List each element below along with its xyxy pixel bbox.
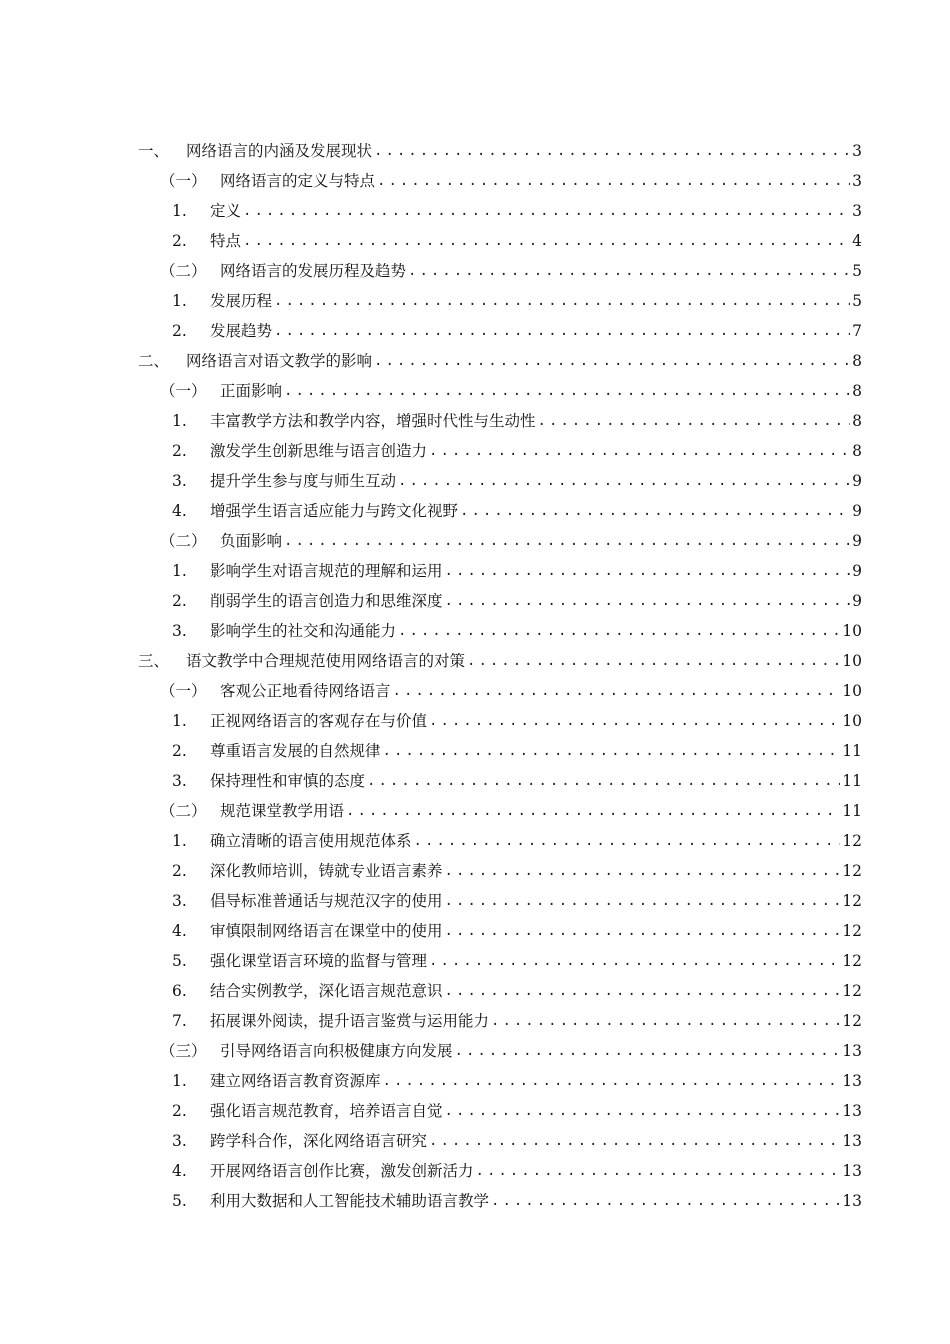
toc-entry-title: 影响学生对语言规范的理解和运用 (210, 562, 443, 580)
toc-entry-title: 负面影响 (220, 532, 283, 550)
toc-entry-title: 建立网络语言教育资源库 (210, 1072, 381, 1090)
toc-entry-number: 4. (172, 1162, 187, 1180)
toc-entry-number: 2. (172, 742, 187, 760)
toc-entry-title: 发展历程 (210, 292, 273, 310)
toc-dot-leader (460, 496, 850, 526)
toc-entry-level-3[interactable] (172, 1096, 862, 1126)
toc-dot-leader (243, 226, 850, 256)
toc-entry-number: 6. (172, 982, 187, 1000)
toc-dot-leader (374, 136, 850, 166)
toc-dot-leader (377, 166, 850, 196)
toc-entry-page-number: 3 (852, 142, 862, 160)
toc-entry-level-3[interactable] (172, 286, 862, 316)
toc-entry-title: 客观公正地看待网络语言 (220, 682, 391, 700)
toc-entry-number: 2. (172, 442, 187, 460)
toc-dot-leader (367, 766, 840, 796)
toc-entry-title: 利用大数据和人工智能技术辅助语言教学 (210, 1192, 490, 1210)
toc-entry-number: 1. (172, 832, 187, 850)
toc-dot-leader (455, 1036, 841, 1066)
toc-entry-number: 2. (172, 322, 187, 340)
toc-entry-page-number: 11 (842, 772, 862, 790)
toc-entry-number: 二、 (138, 352, 170, 370)
toc-entry-page-number: 11 (842, 742, 862, 760)
toc-entry-level-3[interactable] (172, 856, 862, 886)
toc-entry-number: 4. (172, 922, 187, 940)
toc-entry-number: 5. (172, 1192, 187, 1210)
toc-entry-title: 引导网络语言向积极健康方向发展 (220, 1042, 453, 1060)
toc-entry-number: 3. (172, 892, 187, 910)
toc-entry-page-number: 9 (852, 592, 862, 610)
toc-entry-number: （一） (160, 682, 207, 700)
toc-entry-number: 1. (172, 1072, 187, 1090)
toc-entry-number: 7. (172, 1012, 187, 1030)
toc-entry-level-3[interactable] (172, 886, 862, 916)
toc-entry-title: 增强学生语言适应能力与跨文化视野 (210, 502, 459, 520)
toc-entry-page-number: 13 (842, 1102, 862, 1120)
toc-entry-title: 网络语言的内涵及发展现状 (186, 142, 373, 160)
toc-entry-page-number: 5 (852, 292, 862, 310)
toc-entry-level-3[interactable] (172, 1156, 862, 1186)
toc-entry-level-3[interactable] (172, 586, 862, 616)
toc-entry-level-2[interactable] (160, 166, 862, 196)
toc-entry-title: 网络语言对语文教学的影响 (186, 352, 373, 370)
toc-entry-page-number: 13 (842, 1132, 862, 1150)
toc-entry-number: （三） (160, 1042, 207, 1060)
toc-entry-title: 强化语言规范教育，培养语言自觉 (210, 1102, 443, 1120)
toc-entry-page-number: 13 (842, 1072, 862, 1090)
toc-entry-page-number: 4 (852, 232, 862, 250)
toc-dot-leader (284, 376, 850, 406)
toc-dot-leader (274, 286, 850, 316)
toc-entry-number: 1. (172, 292, 187, 310)
toc-dot-leader (284, 526, 850, 556)
toc-entry-page-number: 13 (842, 1042, 862, 1060)
toc-entry-number: 1. (172, 562, 187, 580)
toc-dot-leader (445, 916, 841, 946)
toc-entry-page-number: 13 (842, 1192, 862, 1210)
toc-entry-title: 网络语言的定义与特点 (220, 172, 376, 190)
toc-entry-level-3[interactable] (172, 406, 862, 436)
toc-entry-title: 削弱学生的语言创造力和思维深度 (210, 592, 443, 610)
toc-dot-leader (467, 646, 840, 676)
toc-entry-level-2[interactable] (160, 1036, 862, 1066)
toc-entry-level-3[interactable] (172, 196, 862, 226)
toc-entry-page-number: 11 (842, 802, 862, 820)
toc-dot-leader (398, 466, 850, 496)
toc-entry-page-number: 9 (852, 532, 862, 550)
toc-dot-leader (491, 1006, 840, 1036)
toc-entry-number: （一） (160, 382, 207, 400)
toc-entry-level-3[interactable] (172, 1066, 862, 1096)
toc-entry-title: 发展趋势 (210, 322, 273, 340)
toc-entry-number: 2. (172, 592, 187, 610)
toc-entry-level-3[interactable] (172, 556, 862, 586)
toc-entry-level-3[interactable] (172, 226, 862, 256)
toc-entry-page-number: 12 (842, 922, 862, 940)
toc-entry-page-number: 8 (852, 352, 862, 370)
toc-entry-title: 跨学科合作，深化网络语言研究 (210, 1132, 428, 1150)
toc-entry-page-number: 9 (852, 472, 862, 490)
toc-entry-page-number: 3 (852, 172, 862, 190)
toc-entry-level-2[interactable] (160, 526, 862, 556)
toc-entry-level-3[interactable] (172, 706, 862, 736)
toc-entry-number: 3. (172, 472, 187, 490)
toc-entry-page-number: 3 (852, 202, 862, 220)
toc-entry-page-number: 9 (852, 502, 862, 520)
toc-dot-leader (408, 256, 850, 286)
toc-dot-leader (374, 346, 850, 376)
toc-entry-page-number: 10 (842, 622, 862, 640)
toc-entry-level-3[interactable] (172, 1006, 862, 1036)
toc-entry-title: 倡导标准普通话与规范汉字的使用 (210, 892, 443, 910)
toc-entry-number: （一） (160, 172, 207, 190)
toc-entry-page-number: 12 (842, 982, 862, 1000)
toc-entry-number: （二） (160, 532, 207, 550)
toc-entry-number: 3. (172, 622, 187, 640)
toc-dot-leader (445, 1096, 841, 1126)
toc-entry-title: 定义 (210, 202, 242, 220)
toc-dot-leader (383, 736, 841, 766)
toc-entry-level-2[interactable] (160, 376, 862, 406)
toc-entry-level-3[interactable] (172, 316, 862, 346)
toc-dot-leader (445, 586, 850, 616)
toc-entry-level-3[interactable] (172, 946, 862, 976)
toc-entry-title: 规范课堂教学用语 (220, 802, 345, 820)
toc-entry-title: 激发学生创新思维与语言创造力 (210, 442, 428, 460)
toc-entry-number: 5. (172, 952, 187, 970)
toc-entry-title: 正面影响 (220, 382, 283, 400)
toc-entry-title: 正视网络语言的客观存在与价值 (210, 712, 428, 730)
toc-entry-level-3[interactable] (172, 436, 862, 466)
toc-entry-title: 深化教师培训，铸就专业语言素养 (210, 862, 443, 880)
toc-entry-title: 开展网络语言创作比赛，激发创新活力 (210, 1162, 474, 1180)
toc-dot-leader (274, 316, 850, 346)
toc-dot-leader (346, 796, 840, 826)
toc-entry-title: 尊重语言发展的自然规律 (210, 742, 381, 760)
toc-entry-title: 强化课堂语言环境的监督与管理 (210, 952, 428, 970)
toc-entry-title: 提升学生参与度与师生互动 (210, 472, 397, 490)
toc-entry-level-1[interactable] (138, 136, 862, 166)
toc-entry-page-number: 8 (852, 382, 862, 400)
toc-entry-number: （二） (160, 802, 207, 820)
toc-entry-page-number: 10 (842, 652, 862, 670)
toc-entry-level-3[interactable] (172, 466, 862, 496)
toc-entry-page-number: 12 (842, 862, 862, 880)
toc-entry-level-3[interactable] (172, 1126, 862, 1156)
toc-entry-number: （二） (160, 262, 207, 280)
toc-dot-leader (243, 196, 850, 226)
toc-dot-leader (445, 976, 841, 1006)
toc-dot-leader (445, 856, 841, 886)
toc-entry-number: 2. (172, 862, 187, 880)
toc-entry-page-number: 8 (852, 442, 862, 460)
toc-entry-level-1[interactable] (138, 646, 862, 676)
toc-entry-level-3[interactable] (172, 766, 862, 796)
toc-entry-level-3[interactable] (172, 736, 862, 766)
toc-entry-number: 1. (172, 712, 187, 730)
toc-entry-title: 丰富教学方法和教学内容，增强时代性与生动性 (210, 412, 536, 430)
toc-entry-title: 保持理性和审慎的态度 (210, 772, 366, 790)
toc-dot-leader (491, 1186, 840, 1216)
toc-entry-number: 3. (172, 1132, 187, 1150)
toc-entry-title: 结合实例教学，深化语言规范意识 (210, 982, 443, 1000)
toc-entry-level-3[interactable] (172, 1186, 862, 1216)
toc-entry-page-number: 12 (842, 892, 862, 910)
toc-entry-level-2[interactable] (160, 676, 862, 706)
toc-entry-title: 拓展课外阅读，提升语言鉴赏与运用能力 (210, 1012, 490, 1030)
toc-entry-level-3[interactable] (172, 496, 862, 526)
toc-entry-number: 1. (172, 202, 187, 220)
toc-entry-level-2[interactable] (160, 256, 862, 286)
toc-entry-number: 1. (172, 412, 187, 430)
toc-entry-number: 2. (172, 1102, 187, 1120)
toc-dot-leader (445, 886, 841, 916)
toc-entry-page-number: 12 (842, 832, 862, 850)
toc-entry-page-number: 10 (842, 682, 862, 700)
toc-dot-leader (393, 676, 841, 706)
toc-dot-leader (383, 1066, 841, 1096)
toc-dot-leader (429, 706, 840, 736)
toc-entry-title: 网络语言的发展历程及趋势 (220, 262, 407, 280)
toc-entry-page-number: 8 (852, 412, 862, 430)
toc-dot-leader (476, 1156, 841, 1186)
toc-entry-page-number: 7 (852, 322, 862, 340)
toc-entry-level-3[interactable] (172, 976, 862, 1006)
toc-entry-number: 一、 (138, 142, 170, 160)
toc-entry-level-3[interactable] (172, 616, 862, 646)
toc-entry-page-number: 5 (852, 262, 862, 280)
toc-entry-level-3[interactable] (172, 916, 862, 946)
toc-dot-leader (429, 1126, 840, 1156)
toc-entry-title: 审慎限制网络语言在课堂中的使用 (210, 922, 443, 940)
toc-dot-leader (429, 946, 840, 976)
toc-dot-leader (429, 436, 850, 466)
toc-dot-leader (538, 406, 850, 436)
toc-dot-leader (445, 556, 850, 586)
toc-entry-number: 4. (172, 502, 187, 520)
toc-dot-leader (398, 616, 840, 646)
toc-entry-level-2[interactable] (160, 796, 862, 826)
toc-entry-number: 2. (172, 232, 187, 250)
toc-entry-level-3[interactable] (172, 826, 862, 856)
toc-entry-number: 3. (172, 772, 187, 790)
toc-entry-page-number: 10 (842, 712, 862, 730)
toc-entry-number: 三、 (138, 652, 170, 670)
toc-entry-page-number: 13 (842, 1162, 862, 1180)
toc-dot-leader (414, 826, 841, 856)
toc-entry-title: 影响学生的社交和沟通能力 (210, 622, 397, 640)
toc-entry-page-number: 9 (852, 562, 862, 580)
toc-entry-level-1[interactable] (138, 346, 862, 376)
toc-entry-title: 确立清晰的语言使用规范体系 (210, 832, 412, 850)
toc-entry-page-number: 12 (842, 952, 862, 970)
toc-entry-title: 特点 (210, 232, 242, 250)
toc-entry-page-number: 12 (842, 1012, 862, 1030)
toc-entry-title: 语文教学中合理规范使用网络语言的对策 (186, 652, 466, 670)
